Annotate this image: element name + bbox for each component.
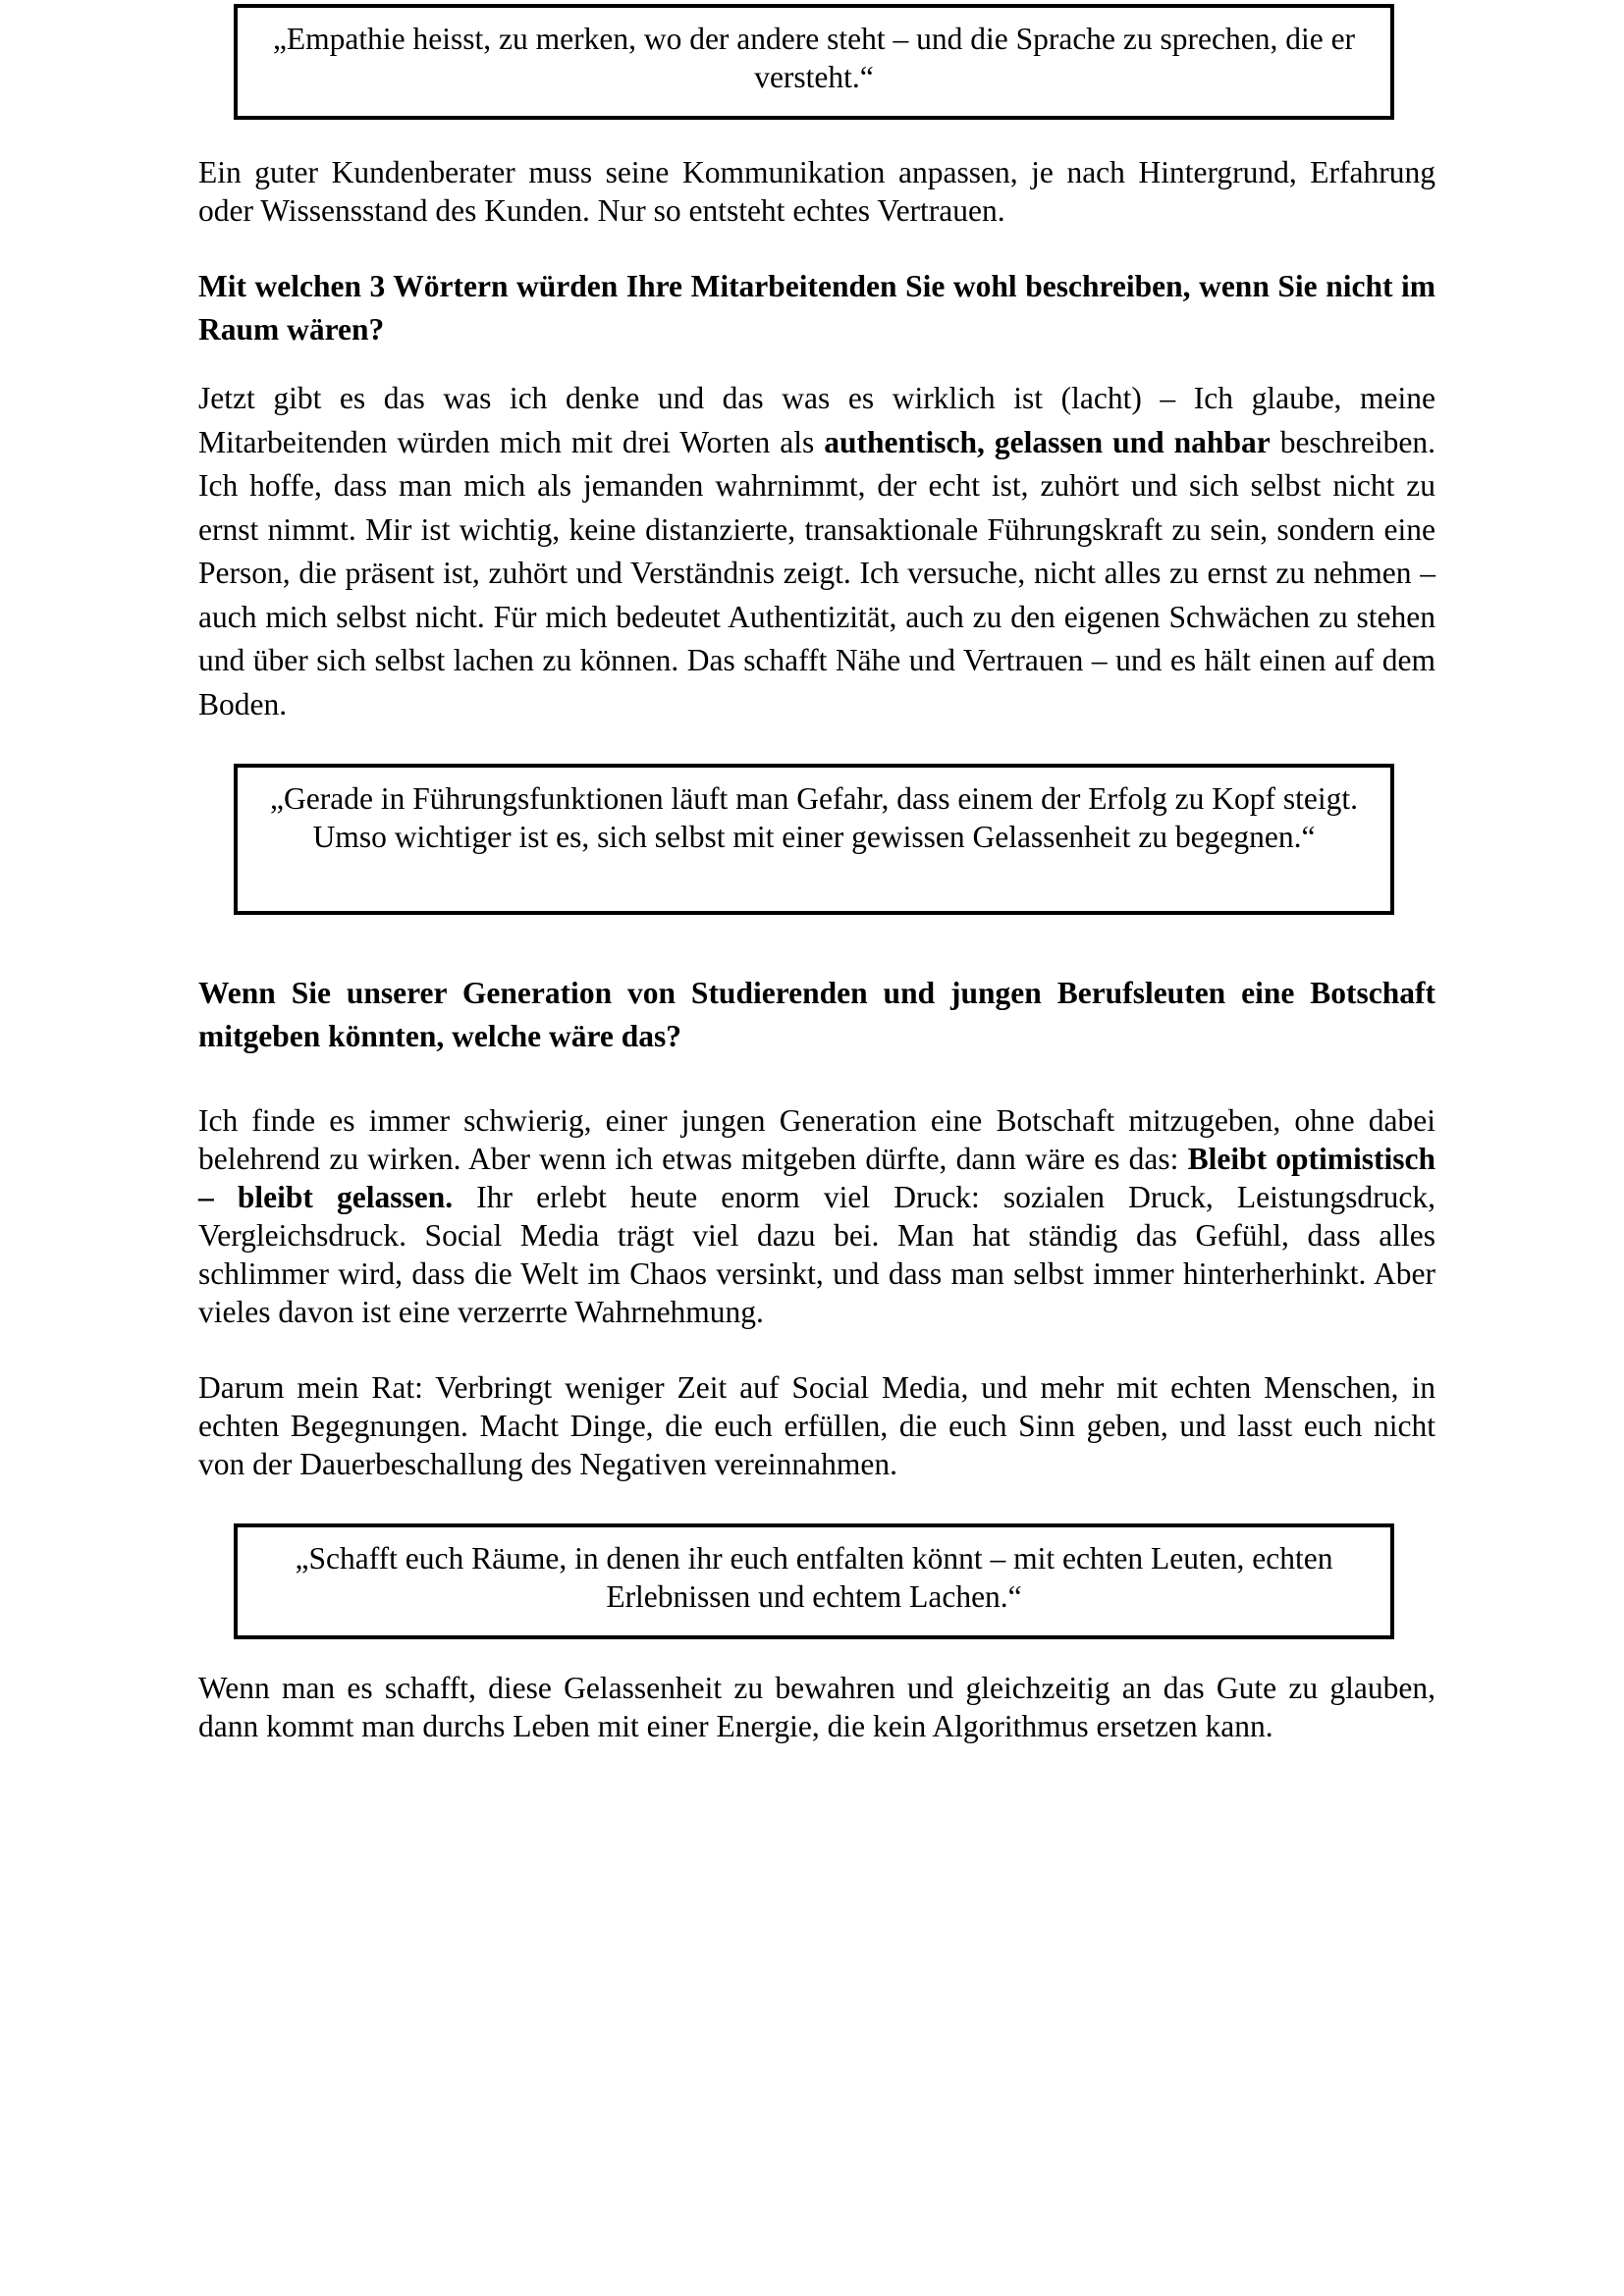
answer-message-generation (198, 1101, 1435, 1331)
quote-text: „Empathie heisst, zu merken, wo der andere steht – und die Sprache zu sprechen, die er versteht.“ (272, 22, 1356, 94)
answer-text: Jetzt gibt es das was ich denke und das was es wirklich ist (lacht) – Ich glaube, meine Mitarbeitenden würden mich mit drei Worten als (198, 381, 1435, 459)
quote-box-spaces (234, 1523, 1394, 1639)
answer-text: beschreiben. Ich hoffe, dass man mich als jemanden wahrnimmt, der echt ist, zuhört und sich selbst nicht zu ernst nimmt. Mir ist wichtig, keine distanzierte, transaktionale Führungskraft zu sein, sondern eine Person, die präsent ist, zuhört und Verständnis zeigt. Ich versuche, nicht alles zu ernst zu nehmen – auch mich selbst nicht. Für mich bedeutet Authentizität, auch zu den eigenen Schwächen zu stehen und über sich selbst lachen zu können. Das schafft Nähe und Vertrauen – und es hält einen auf dem Boden. (198, 424, 1436, 721)
answer-text: Ich finde es immer schwierig, einer jungen Generation eine Botschaft mitzugeben, ohne dabei belehrend zu wirken. Aber wenn ich etwas mitgeben dürfte, dann wäre es das: (198, 1103, 1435, 1176)
paragraph-closing: Wenn man es schafft, diese Gelassenheit zu bewahren und gleichzeitig an das Gute zu glauben, dann kommt man durchs Leben mit einer Energie, die kein Algorithmus ersetzen kann. (198, 1671, 1435, 1743)
quote-box-leadership (234, 764, 1394, 915)
question-message-generation: Wenn Sie unserer Generation von Studierenden und jungen Berufsleuten eine Botschaft mitgeben könnten, welche wäre das? (198, 976, 1435, 1053)
quote-text: „Schafft euch Räume, in denen ihr euch entfalten könnt – mit echten Leuten, echten Erlebnissen und echtem Lachen.“ (295, 1541, 1333, 1614)
answer-highlight: authentisch, gelassen und nahbar (824, 424, 1271, 459)
answer-text: Ihr erlebt heute enorm viel Druck: sozialen Druck, Leistungsdruck, Vergleichsdruck. Social Media trägt viel dazu bei. Man hat ständig das Gefühl, dass alles schlimmer wird, dass die Welt im Chaos versinkt, und dass man selbst immer hinterherhinkt. Aber vieles davon ist eine verzerrte Wahrnehmung. (198, 1180, 1435, 1329)
paragraph-advisor: Ein guter Kundenberater muss seine Kommunikation anpassen, je nach Hintergrund, Erfahrung oder Wissensstand des Kunden. Nur so entsteht echtes Vertrauen. (198, 155, 1435, 228)
quote-box-empathy (234, 4, 1394, 120)
question-three-words: Mit welchen 3 Wörtern würden Ihre Mitarbeitenden Sie wohl beschreiben, wenn Sie nicht im Raum wären? (198, 269, 1435, 347)
answer-three-words (198, 377, 1435, 726)
quote-text: „Gerade in Führungsfunktionen läuft man Gefahr, dass einem der Erfolg zu Kopf steigt. Umso wichtiger ist es, sich selbst mit einer gewissen Gelassenheit zu begegnen.“ (270, 781, 1358, 854)
answer-highlight: Bleibt optimistisch – bleibt gelassen. (198, 1142, 1435, 1214)
paragraph-advice: Darum mein Rat: Verbringt weniger Zeit auf Social Media, und mehr mit echten Menschen, in echten Begegnungen. Macht Dinge, die euch erfüllen, die euch Sinn geben, und lasst euch nicht von der Dauerbeschallung des Negativen vereinnahmen. (198, 1370, 1435, 1481)
